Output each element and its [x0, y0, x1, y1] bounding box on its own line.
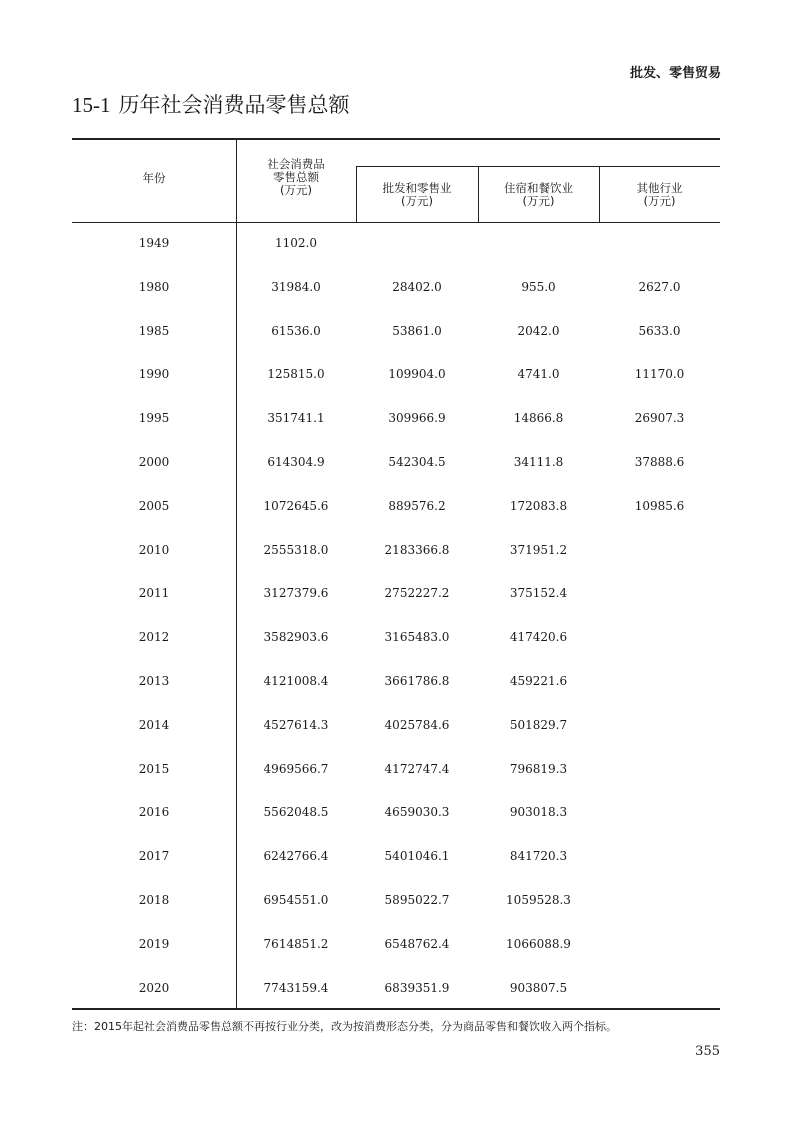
cell-total: 3127379.6 [263, 586, 329, 600]
cell-year: 2015 [138, 762, 170, 776]
table-row [0, 364, 793, 384]
table-row [0, 452, 793, 472]
cell-total: 4121008.4 [263, 674, 329, 688]
cell-total: 2555318.0 [263, 543, 329, 557]
table-row [0, 408, 793, 428]
section-label: 批发、零售贸易 [629, 66, 721, 81]
cell-wholesale-retail: 889576.2 [388, 499, 446, 513]
table-row [0, 540, 793, 560]
cell-total: 4969566.7 [263, 762, 329, 776]
cell-total: 3582903.6 [263, 630, 329, 644]
table-row [0, 233, 793, 253]
cell-hotel-catering: 371951.2 [509, 543, 568, 557]
cell-hotel-catering: 796819.3 [509, 762, 568, 776]
table-row [0, 846, 793, 866]
table-number: 15-1 [72, 93, 111, 117]
cell-year: 1985 [138, 324, 170, 338]
cell-year: 2005 [138, 499, 170, 513]
table-row [0, 277, 793, 297]
header-total [236, 158, 356, 197]
cell-hotel-catering: 4741.0 [517, 367, 560, 381]
cell-wholesale-retail: 2752227.2 [384, 586, 450, 600]
header-other [599, 182, 720, 208]
header-other-unit: (万元) [643, 194, 676, 208]
header-wholesale-retail [356, 182, 478, 208]
cell-other: 26907.3 [634, 411, 685, 425]
table-row [0, 321, 793, 341]
cell-wholesale-retail: 109904.0 [388, 367, 446, 381]
table-row [0, 934, 793, 954]
cell-year: 2013 [138, 674, 170, 688]
cell-year: 2016 [138, 805, 170, 819]
cell-wholesale-retail: 2183366.8 [384, 543, 450, 557]
table-row [0, 671, 793, 691]
cell-other: 11170.0 [634, 367, 685, 381]
cell-year: 2017 [138, 849, 170, 863]
table-row [0, 715, 793, 735]
cell-total: 7614851.2 [263, 937, 329, 951]
cell-other: 2627.0 [638, 280, 681, 294]
cell-hotel-catering: 2042.0 [517, 324, 560, 338]
cell-year: 2019 [138, 937, 170, 951]
cell-year: 2014 [138, 718, 170, 732]
cell-year: 2020 [138, 981, 170, 995]
cell-hotel-catering: 14866.8 [513, 411, 564, 425]
cell-hotel-catering: 417420.6 [509, 630, 568, 644]
cell-wholesale-retail: 3661786.8 [384, 674, 450, 688]
header-year: 年份 [142, 171, 166, 185]
header-total-unit: (万元) [280, 183, 312, 197]
cell-year: 1949 [138, 236, 170, 250]
cell-wholesale-retail: 6548762.4 [384, 937, 450, 951]
cell-hotel-catering: 459221.6 [509, 674, 568, 688]
cell-hotel-catering: 1066088.9 [506, 937, 571, 951]
cell-total: 6954551.0 [263, 893, 329, 907]
cell-wholesale-retail: 4025784.6 [384, 718, 450, 732]
cell-total: 1072645.6 [263, 499, 329, 513]
cell-total: 351741.1 [267, 411, 325, 425]
cell-total: 6242766.4 [263, 849, 329, 863]
cell-hotel-catering: 172083.8 [509, 499, 568, 513]
column-divider [236, 139, 237, 1008]
cell-wholesale-retail: 6839351.9 [384, 981, 450, 995]
footnote: 注：2015年起社会消费品零售总额不再按行业分类，改为按消费形态分类，分为商品零售和餐饮收入两个指标。 [72, 1020, 617, 1033]
table-title-text: 历年社会消费品零售总额 [118, 93, 350, 117]
cell-hotel-catering: 955.0 [521, 280, 556, 294]
cell-total: 4527614.3 [263, 718, 329, 732]
cell-total: 1102.0 [275, 236, 317, 250]
cell-hotel-catering: 375152.4 [509, 586, 568, 600]
table-top-rule [72, 138, 720, 140]
cell-wholesale-retail: 28402.0 [392, 280, 442, 294]
cell-wholesale-retail: 5895022.7 [384, 893, 450, 907]
cell-other: 37888.6 [634, 455, 685, 469]
table-row [0, 759, 793, 779]
cell-wholesale-retail: 53861.0 [392, 324, 442, 338]
table-bottom-rule [72, 1008, 720, 1010]
subheader-rule [356, 166, 720, 167]
header-wholesale-retail-unit: (万元) [401, 194, 433, 208]
cell-hotel-catering: 34111.8 [513, 455, 564, 469]
header-other-label: 其他行业 [636, 181, 683, 195]
cell-year: 2000 [138, 455, 170, 469]
cell-hotel-catering: 501829.7 [509, 718, 568, 732]
header-bottom-rule [72, 222, 720, 223]
cell-year: 1990 [138, 367, 170, 381]
cell-wholesale-retail: 3165483.0 [384, 630, 450, 644]
cell-year: 2018 [138, 893, 170, 907]
cell-year: 2010 [138, 543, 170, 557]
table-row [0, 978, 793, 998]
cell-total: 125815.0 [267, 367, 325, 381]
cell-other: 5633.0 [638, 324, 681, 338]
cell-year: 1980 [138, 280, 170, 294]
cell-total: 5562048.5 [263, 805, 329, 819]
cell-year: 2012 [138, 630, 170, 644]
cell-total: 31984.0 [271, 280, 321, 294]
page-number: 355 [695, 1044, 720, 1059]
cell-year: 2011 [138, 586, 170, 600]
cell-total: 7743159.4 [263, 981, 329, 995]
cell-total: 614304.9 [267, 455, 325, 469]
cell-total: 61536.0 [271, 324, 321, 338]
table-row [0, 583, 793, 603]
table-row [0, 627, 793, 647]
table-row [0, 802, 793, 822]
cell-hotel-catering: 1059528.3 [506, 893, 571, 907]
header-wholesale-retail-label: 批发和零售业 [382, 181, 452, 195]
cell-year: 1995 [138, 411, 170, 425]
cell-other: 10985.6 [634, 499, 685, 513]
cell-wholesale-retail: 5401046.1 [384, 849, 450, 863]
cell-wholesale-retail: 542304.5 [388, 455, 446, 469]
cell-wholesale-retail: 309966.9 [388, 411, 446, 425]
header-hotel-catering [478, 182, 599, 208]
cell-hotel-catering: 903807.5 [509, 981, 568, 995]
header-hotel-catering-label: 住宿和餐饮业 [504, 181, 573, 195]
table-title [72, 89, 350, 119]
table-row [0, 890, 793, 910]
header-hotel-catering-unit: (万元) [522, 194, 555, 208]
cell-wholesale-retail: 4659030.3 [384, 805, 450, 819]
cell-hotel-catering: 841720.3 [509, 849, 568, 863]
cell-hotel-catering: 903018.3 [509, 805, 568, 819]
cell-wholesale-retail: 4172747.4 [384, 762, 450, 776]
header-total-label: 社会消费品零售总额 [267, 157, 325, 184]
table-row [0, 496, 793, 516]
